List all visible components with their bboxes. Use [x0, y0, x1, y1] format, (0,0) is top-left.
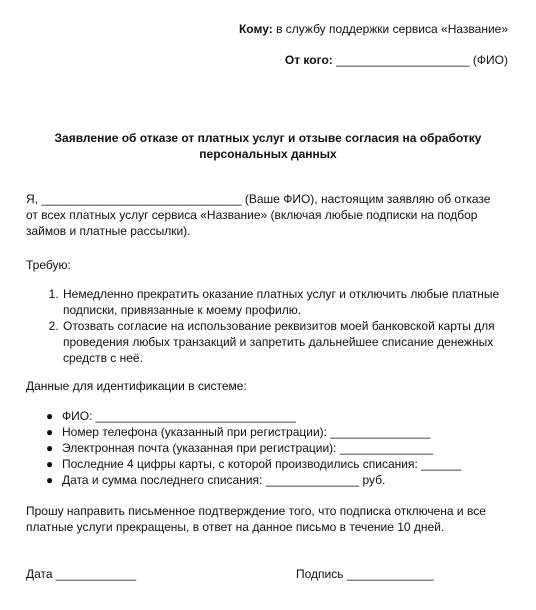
bullet-icon: ●	[46, 409, 54, 423]
bullet-icon: ●	[46, 441, 54, 455]
signature-field: Подпись _____________	[296, 567, 434, 581]
requirement-line: подписки, привязанные к моему профилю.	[63, 303, 302, 317]
requirement-line: проведения любых транзакций и запретить дальнейшее списание денежных	[63, 335, 494, 349]
requirements-list	[26, 286, 532, 366]
requirement-item	[62, 286, 532, 318]
request-paragraph	[26, 503, 506, 535]
identification-item	[46, 408, 532, 424]
bullet-icon: ●	[46, 457, 54, 471]
intro-line: от всех платных услуг сервиса «Название» (включая любые подписки на подбор	[26, 208, 478, 222]
recipient-value: в службу поддержки сервиса «Название»	[276, 22, 508, 36]
demand-label: Требую:	[26, 258, 71, 272]
identification-text: Последние 4 цифры карты, с которой производились списания: ______	[62, 457, 462, 471]
identification-text: ФИО: ______________________________	[62, 409, 296, 423]
bullet-icon: ●	[46, 473, 54, 487]
identification-item	[46, 424, 532, 440]
request-line: платные услуги прекращены, в ответ на данное письмо в течение 10 дней.	[26, 520, 445, 534]
title-line: персональных данных	[199, 147, 337, 161]
requirement-line: средств с неё.	[63, 351, 143, 365]
identification-text: Дата и сумма последнего списания: ______________ руб.	[62, 473, 386, 487]
requirement-line: 2. Отозвать согласие на использование реквизитов моей банковской карты для	[63, 319, 495, 333]
identification-list	[26, 408, 532, 488]
sender-line	[285, 52, 508, 68]
recipient-label: Кому:	[238, 22, 273, 36]
intro-paragraph	[26, 191, 506, 239]
requirement-line: 1. Немедленно прекратить оказание платных услуг и отключить любые платные	[63, 287, 500, 301]
identification-item	[46, 472, 532, 488]
request-line: Прошу направить письменное подтверждение того, что подписка отключена и все	[26, 504, 486, 518]
identification-text: Электронная почта (указанная при регистрации): ______________	[62, 441, 434, 455]
sender-value: ____________________ (ФИО)	[336, 53, 508, 67]
title-line: Заявление об отказе от платных услуг и отзыве согласия на обработку	[54, 131, 482, 145]
sender-label: От кого:	[284, 53, 333, 67]
document-title	[30, 130, 506, 162]
intro-line: Я, ______________________________ (Ваше ФИО), настоящим заявляю об отказе	[26, 192, 491, 206]
recipient-line	[239, 21, 508, 37]
date-field: Дата ____________	[26, 567, 136, 581]
identification-label: Данные для идентификации в системе:	[26, 379, 247, 393]
identification-item	[46, 456, 532, 472]
identification-item	[46, 440, 532, 456]
identification-text: Номер телефона (указанный при регистрации): _______________	[62, 425, 431, 439]
bullet-icon: ●	[46, 425, 54, 439]
requirement-item	[62, 318, 532, 366]
intro-line: займов и платные рассылки).	[26, 224, 191, 238]
